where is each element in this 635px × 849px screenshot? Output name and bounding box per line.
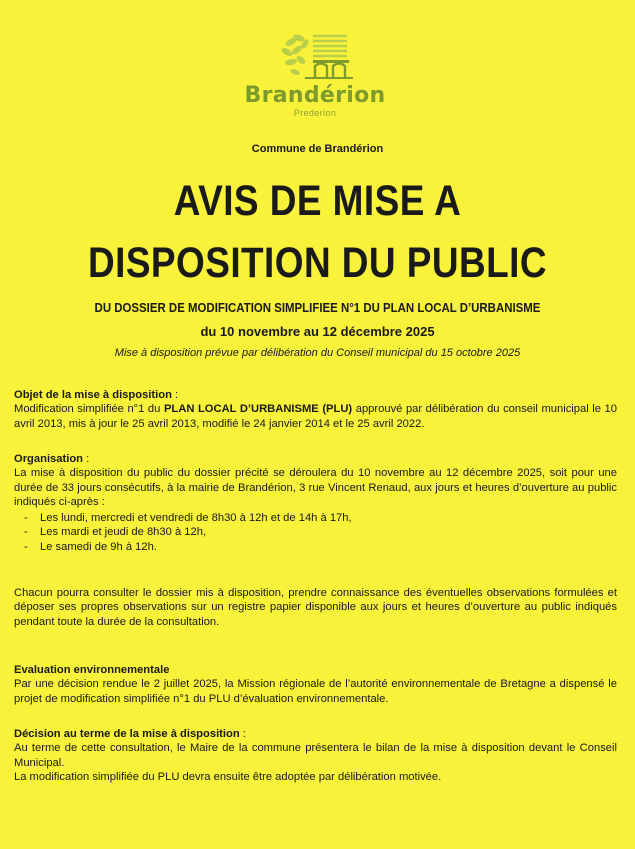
deliberation-note: Mise à disposition prévue par délibération du Conseil municipal du 15 octobre 2025 <box>114 347 521 359</box>
section-evaluation <box>14 663 617 706</box>
page-title-line2: DISPOSITION DU PUBLIC <box>88 239 547 287</box>
commune-name: Commune de Brandérion <box>251 143 384 155</box>
opening-hours-list <box>14 511 617 554</box>
date-range: du 10 novembre au 12 décembre 2025 <box>200 324 435 339</box>
organisation-heading-suffix: : <box>83 453 90 465</box>
list-item: - Le samedi de 9h à 12h. <box>14 540 617 554</box>
objet-text-bold: PLAN LOCAL D’URBANISME (PLU) <box>163 403 353 416</box>
section-decision <box>14 727 617 784</box>
decision-heading: Décision au terme de la mise à disposition <box>14 728 240 740</box>
decision-text-1: Au terme de cette consultation, le Maire de la commune présentera le bilan de la mise à disposition devant le Conseil Municipal. <box>14 742 617 769</box>
list-item: - Les lundi, mercredi et vendredi de 8h30 à 12h et de 14h à 17h, <box>14 511 617 525</box>
decision-heading-suffix: : <box>239 728 246 740</box>
logo-subtitle: Prederion <box>293 108 337 118</box>
page-title-line1: AVIS DE MISE A <box>173 177 462 225</box>
organisation-text: La mise à disposition du public du dossier précité se déroulera du 10 novembre au 12 décembre 2025, soit pour une durée de 33 jours consécutifs, à la mairie de Brandérion, 3 rue Vincent Renaud, aux jours et heures d’ouverture au public indiqués ci-après : <box>14 467 617 508</box>
document-subtitle: DU DOSSIER DE MODIFICATION SIMPLIFIEE N°1 DU PLAN LOCAL D’URBANISME <box>94 300 541 315</box>
objet-text <box>14 402 617 431</box>
logo-name: Brandérion <box>244 83 386 108</box>
objet-heading-suffix: : <box>171 389 179 401</box>
section-objet <box>14 388 617 431</box>
decision-text-2: La modification simplifiée du PLU devra ensuite être adoptée par délibération motivée. <box>14 770 442 783</box>
consultation-paragraph: Chacun pourra consulter le dossier mis à disposition, prendre connaissance des éventuelles observations formulées et déposer ses propres observations sur un registre papier disponible aux jours et heures d’ouverture au public indiqués pendant toute la durée de la consultation. <box>14 587 617 628</box>
objet-text-end: approuvé par délibération du conseil municipal le 10 avril 2013, mis à jour le 25 avril 2013, modifié le 24 janvier 2014 et le 25 avril 2022. <box>14 403 617 430</box>
logo-emblem-icon <box>275 30 355 82</box>
organisation-heading: Organisation <box>14 453 83 465</box>
evaluation-heading: Evaluation environnementale <box>14 664 170 676</box>
municipality-logo <box>240 30 390 118</box>
objet-text-start: Modification simplifiée n°1 du <box>14 403 164 416</box>
section-organisation <box>14 452 617 554</box>
evaluation-text: Par une décision rendue le 2 juillet 2025, la Mission régionale de l’autorité environnementale de Bretagne a dispensé le projet de modification simplifiée n°1 du PLU d’évaluation environnementale. <box>14 678 617 705</box>
list-item: - Les mardi et jeudi de 8h30 à 12h, <box>14 525 617 539</box>
objet-heading: Objet de la mise à disposition <box>14 389 172 401</box>
